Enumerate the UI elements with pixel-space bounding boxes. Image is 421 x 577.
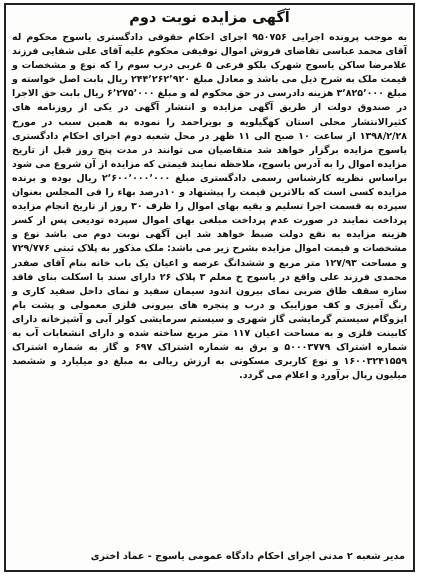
notice-signature: مدیر شعبه ۲ مدنی اجرای احکام دادگاه عمومی یاسوج - عماد اختری bbox=[90, 551, 405, 562]
notice-body bbox=[12, 31, 407, 383]
notice-frame bbox=[4, 3, 415, 572]
notice-paragraph: به موجب پرونده اجرایی ۹۵۰۷۵۶ اجرای احکام حقوقی دادگستری یاسوج محکوم له آقای محمد عباسی تقاضای فروش اموال توقیفی محکوم علیه آقای علی شفایی فرزند غلامرضا ساکن یاسوج شهرک بلکو فرعی ۵ غربی درب سوم را که نوع و مشخصات و قیمت ملک به شرح ذیل می باشد و معادل مبلغ ۲۴۴٬۲۶۲٬۹۲۰ ریال بابت اصل خواسته و مبلغ ۳٬۸۲۵٬۰۰۰ هزینه دادرسی در حق محکوم له و مبلغ ۶٬۲۷۵٬۰۰۰ ریال بابت حق الاجرا در صندوق دولت از طریق آگهی مزایده و انتشار آگهی در یکی از روزنامه های کثیرالانتشار محلی استان کهگیلویه و بویراحمد را نموده به همین سبب در مورخ ۱۳۹۸/۲/۲۸ از ساعت ۱۰ صبح الی ۱۱ ظهر در محل شعبه دوم اجرای احکام دادگستری یاسوج مزایده برگزار خواهد شد متقاضیان می توانند در مدت پنج روز قبل از تاریخ مزایده اموال را به آدرس یاسوج، ملاحظه نمایند قیمتی که مزایده از آن شروع می شود براساس نظریه کارشناس رسمی دادگستری مبلغ ۲٬۶۰۰٬۰۰۰٬۰۰۰ ریال بوده و برنده مزایده کسی است که بالاترین قیمت را پیشنهاد و ۱۰درصد بهاء را فی المجلس بعنوان سپرده به قسمت اجرا تسلیم و بقیه بهای اموال را ظرف ۳۰ روز از تاریخ انجام مزایده پرداخت نمایند در صورت عدم پرداخت مبلغی بهای اموال سپرده تودیعی پس از کسر هزینه مزایده به نفع دولت ضبط خواهد شد این آگهی نوبت دوم می باشد نوع و مشخصات و قیمت اموال مزایده بشرح زیر می باشد: ملک مذکور به پلاک ثبتی ۷۲۹/۷۷۶ و مساحت ۱۲۷/۹۳ متر مربع و ششدانگ عرصه و اعیان یک باب خانه بنام آقای صفدر محمدی فرزند علی واقع در یاسوج خ معلم ۳ پلاک ۲۶ دارای سند با اسکلت بنای فاقد سازه سقف طاق ضربی نمای بیرون اندود سیمان سفید و نمای داخل سفید کاری و رنگ آمیزی و کف موزاییک و درب و پنجره های بیرونی فلزی معمولی و پشت بام ایزوگام سیستم گرمایشی گاز شهری و سیستم سرمایشی کولر آبی و آشپزخانه دارای کابینت فلزی و به مساحت اعیان ۱۱۷ متر مربع ساخته شده و دارای انشعابات آب به شماره اشتراک ۵۰۰۰۳۷۷۹ و برق به شماره اشتراک ۶۹۷ و گاز به شماره اشتراک ۱۶۰۰۳۲۴۱۵۵۹ و نوع کاربری مسکونی به ارزش ریالی به مبلغ دو میلیارد و ششصد میلیون ریال برآورد و اعلام می گردد. bbox=[12, 32, 408, 382]
notice-title: آگهی مزایده نوبت دوم bbox=[129, 10, 290, 26]
